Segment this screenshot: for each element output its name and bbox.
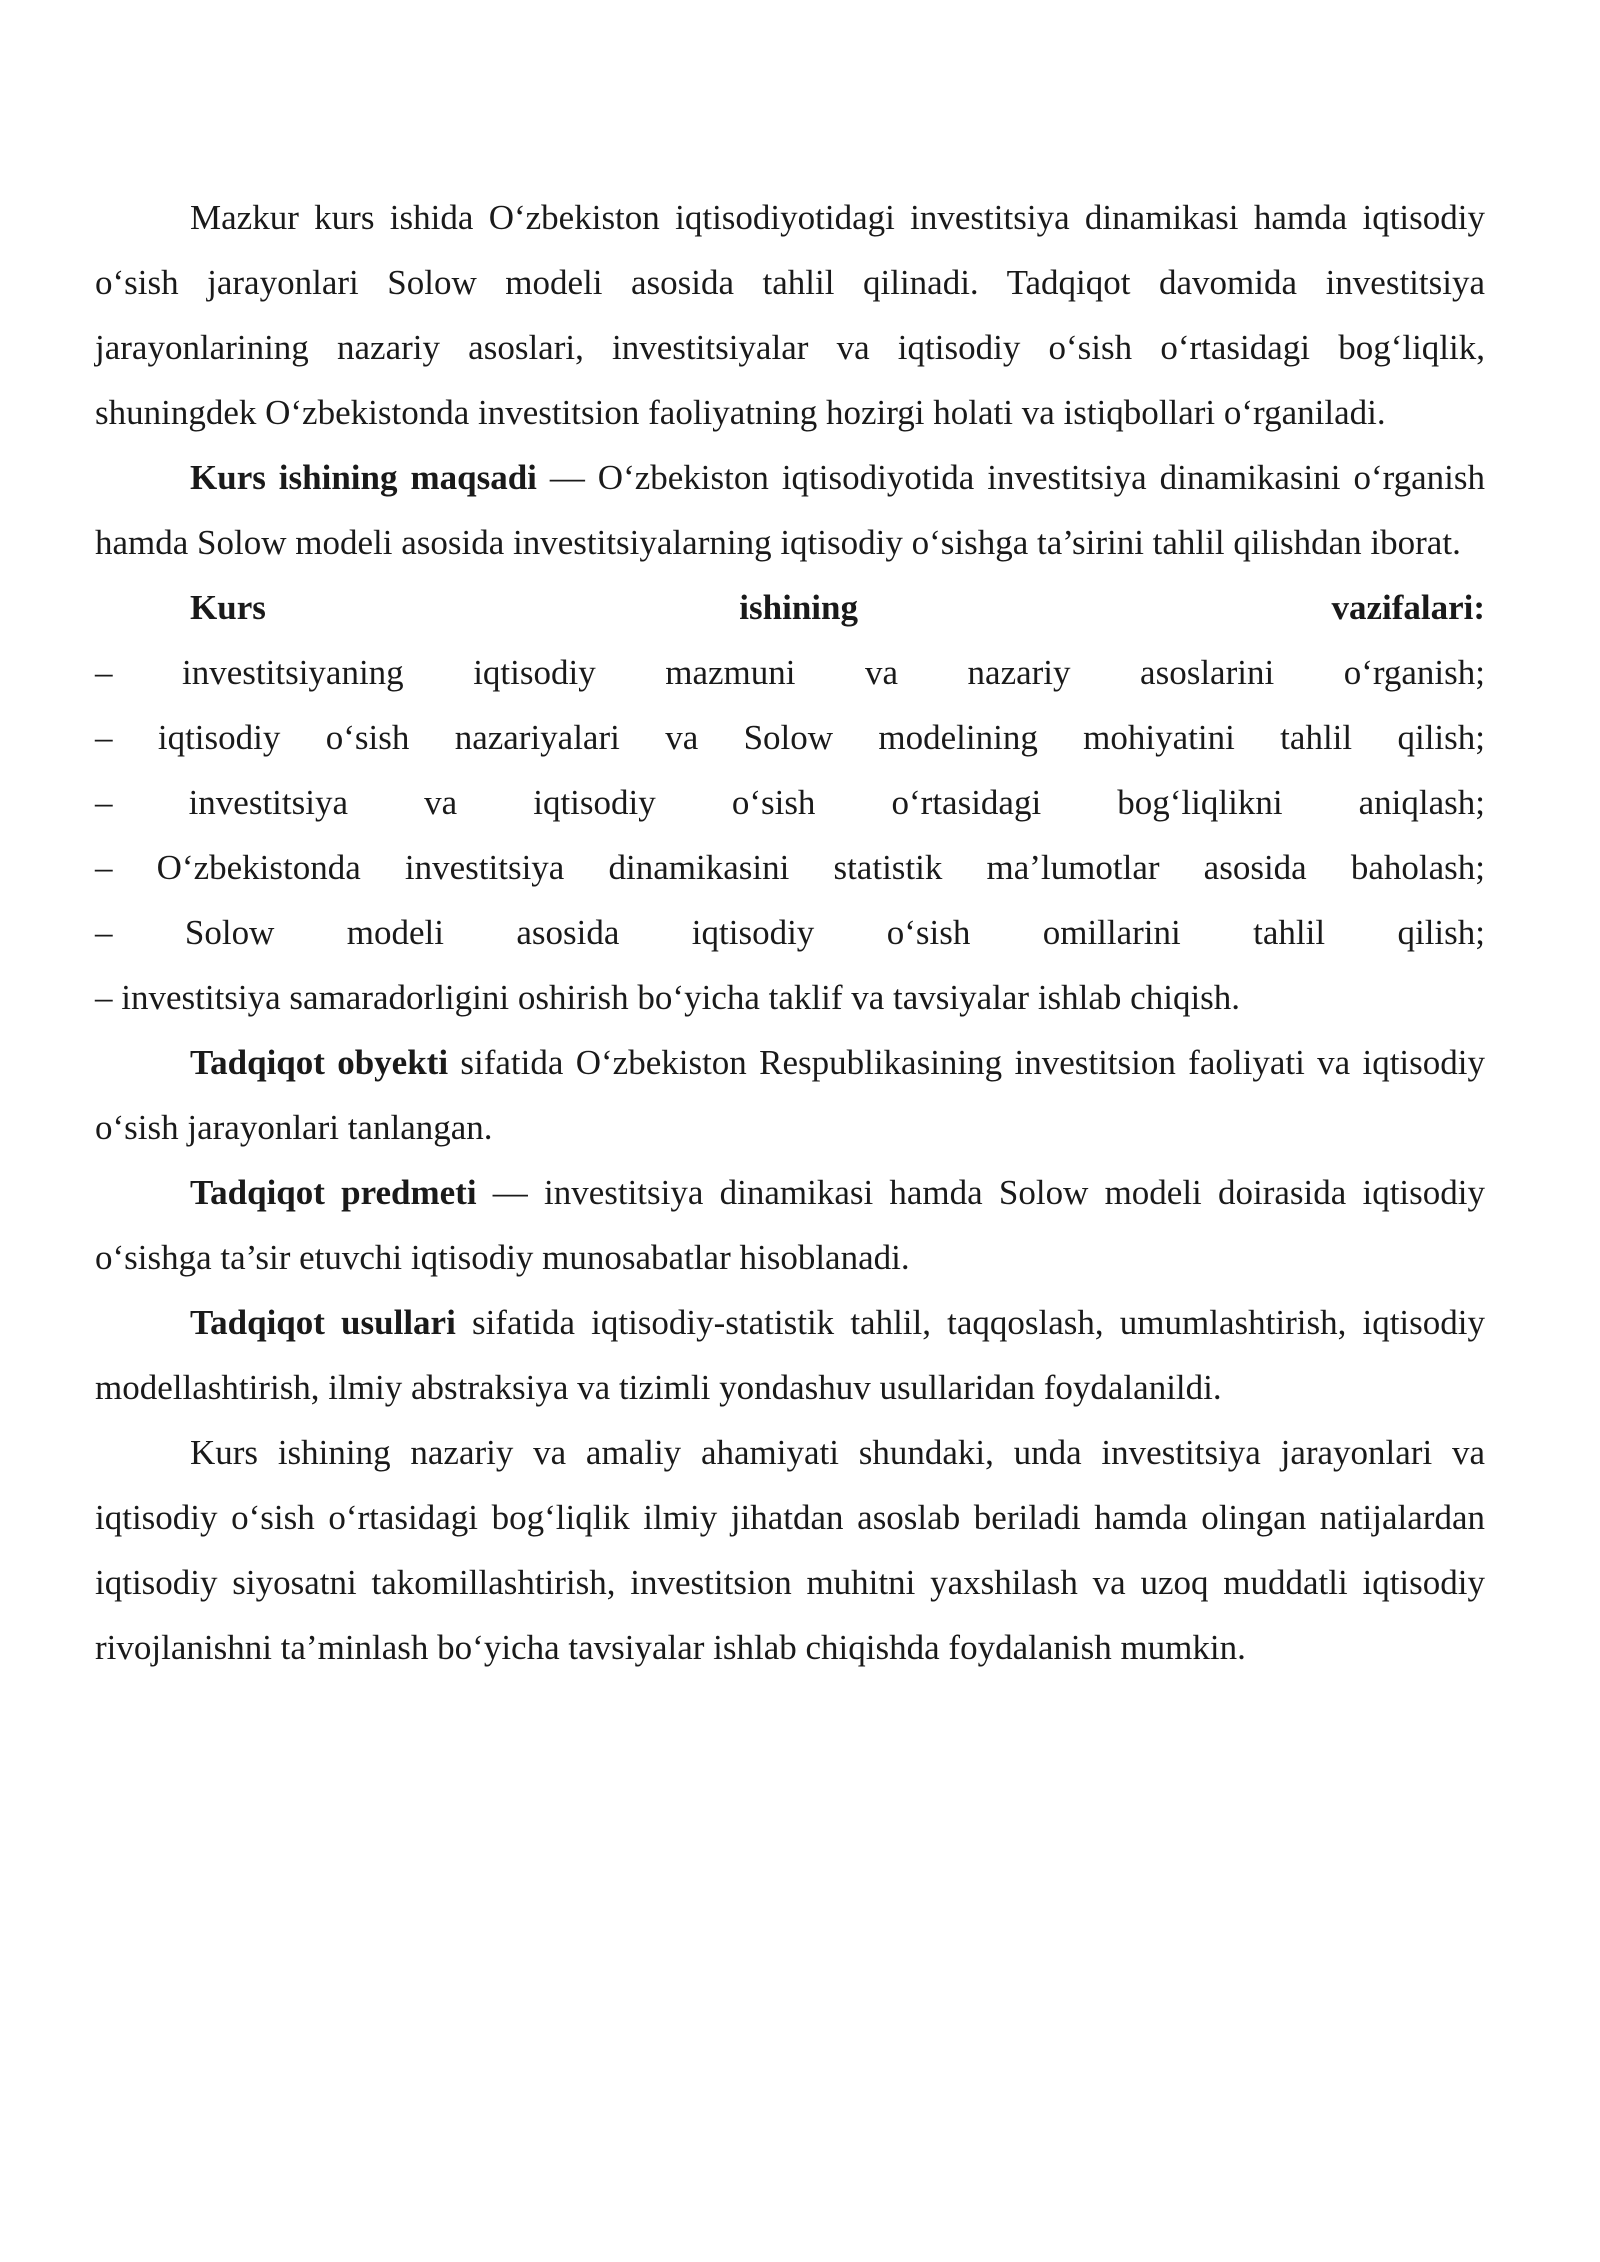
object-label: Tadqiqot obyekti [190,1043,449,1082]
subject-text: — investitsiya dinamikasi hamda Solow modeli doirasida iqtisodiy o‘sishga ta’sir etuvchi iqtisodiy munosabatlar hisoblanadi. [95,1173,1485,1277]
subject-paragraph [95,1160,1485,1290]
object-paragraph [95,1030,1485,1160]
goal-label: Kurs ishining maqsadi [190,458,537,497]
intro-paragraph: Mazkur kurs ishida O‘zbekiston iqtisodiyotidagi investitsiya dinamikasi hamda iqtisodiy o‘sish jarayonlari Solow modeli asosida tahlil qilinadi. Tadqiqot davomida investitsiya jarayonlarining nazariy asoslari, investitsiyalar va iqtisodiy o‘sish o‘rtasidagi bog‘liqlik, shuningdek O‘zbekistonda investitsion faoliyatning hozirgi holati va istiqbollari o‘rganiladi. [95,198,1485,432]
object-text: sifatida O‘zbekiston Respublikasining investitsion faoliyati va iqtisodiy o‘sish jarayonlari tanlangan. [95,1043,1485,1147]
methods-label: Tadqiqot usullari [190,1303,456,1342]
goal-paragraph [95,445,1485,575]
task-item: – Solow modeli asosida iqtisodiy o‘sish omillarini tahlil qilish; [95,913,1485,952]
task-item: – investitsiyaning iqtisodiy mazmuni va nazariy asoslarini o‘rganish; [95,653,1485,692]
tasks-heading: Kurs ishining vazifalari: [190,588,1485,627]
document-page [95,185,1485,1680]
significance-paragraph: Kurs ishining nazariy va amaliy ahamiyati shundaki, unda investitsiya jarayonlari va iqtisodiy o‘sish o‘rtasidagi bog‘liqlik ilmiy jihatdan asoslab beriladi hamda olingan natijalardan iqtisodiy siyosatni takomillashtirish, investitsion muhitni yaxshilash va uzoq muddatli iqtisodiy rivojlanishni ta’minlash bo‘yicha tavsiyalar ishlab chiqishda foydalanish mumkin. [95,1433,1485,1667]
goal-text: — O‘zbekiston iqtisodiyotida investitsiya dinamikasini o‘rganish hamda Solow modeli asosida investitsiyalarning iqtisodiy o‘sishga ta’sirini tahlil qilishdan iborat. [95,458,1486,562]
subject-label: Tadqiqot predmeti [190,1173,477,1212]
task-item: – investitsiya samaradorligini oshirish bo‘yicha taklif va tavsiyalar ishlab chiqish. [95,978,1241,1017]
task-item: – investitsiya va iqtisodiy o‘sish o‘rtasidagi bog‘liqlikni aniqlash; [95,783,1485,822]
task-item: – iqtisodiy o‘sish nazariyalari va Solow modelining mohiyatini tahlil qilish; [95,718,1485,757]
methods-paragraph [95,1290,1485,1420]
task-item: – O‘zbekistonda investitsiya dinamikasini statistik ma’lumotlar asosida baholash; [95,848,1485,887]
methods-text: sifatida iqtisodiy-statistik tahlil, taqqoslash, umumlashtirish, iqtisodiy modellashtirish, ilmiy abstraksiya va tizimli yondashuv usullaridan foydalanildi. [95,1303,1485,1407]
